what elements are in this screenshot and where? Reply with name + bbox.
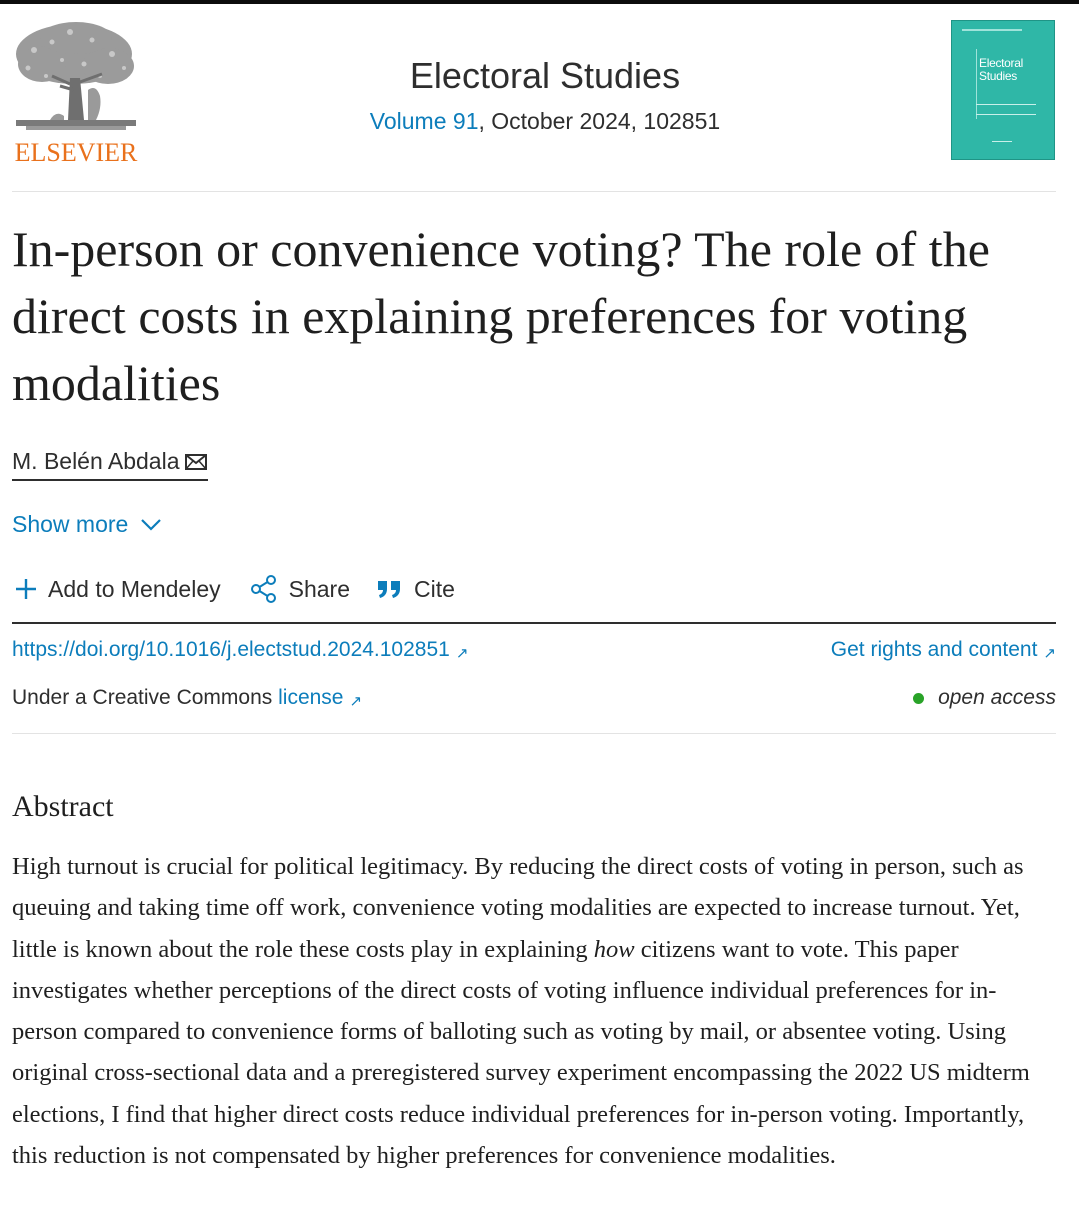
get-rights-link[interactable]: [831, 638, 1056, 662]
elsevier-logo[interactable]: [12, 20, 140, 165]
external-link-icon: ↗: [349, 693, 363, 710]
share-label: Share: [288, 575, 350, 602]
issue-info: [290, 106, 800, 136]
external-link-icon: ↗: [455, 645, 469, 662]
show-more-button[interactable]: [12, 511, 162, 538]
plus-icon: [14, 577, 38, 601]
cover-title: [979, 57, 1023, 83]
cover-rule: [976, 114, 1036, 115]
tree-logo-icon: [12, 20, 140, 135]
license-link[interactable]: [278, 686, 362, 709]
actions-divider: [12, 622, 1056, 624]
quote-icon: [376, 578, 404, 600]
top-edge: [0, 0, 1079, 4]
doi-row: [12, 638, 1056, 668]
open-access-label: open access: [938, 686, 1056, 709]
article-title: In-person or convenience voting? The role of the direct costs in explaining preferences for voting modalities: [12, 221, 990, 411]
license-statement: [12, 686, 362, 710]
mendeley-label: Add to Mendeley: [48, 575, 221, 602]
abstract-part: citizens want to vote. This paper investigates whether perceptions of the direct costs of voting influence individual preferences for in-person compared to convenience forms of balloting such as voting by mail, or absentee voting. Using original cross-sectional data and a preregistered survey experiment encompassing the 2022 US midterm elections, I find that higher direct costs reduce individual preferences for in-person voting. Importantly, this reduction is not compensated by higher preferences for convenience modalities.: [12, 935, 1030, 1170]
cover-rule: [976, 49, 977, 119]
cover-rule: [992, 141, 1012, 142]
envelope-icon: [184, 452, 208, 472]
share-button[interactable]: [249, 574, 350, 604]
license-divider: [12, 733, 1056, 734]
license-row: [12, 686, 1056, 716]
doi-text: https://doi.org/10.1016/j.electstud.2024.102851: [12, 638, 450, 661]
cover-rule: [962, 29, 1022, 31]
article-actions: [14, 574, 455, 604]
abstract-heading: Abstract: [12, 790, 114, 823]
abstract-text: [12, 846, 1060, 1176]
external-link-icon: ↗: [1043, 645, 1056, 662]
elsevier-wordmark: ELSEVIER: [14, 138, 138, 167]
open-access-badge: [913, 686, 1056, 710]
issue-details: , October 2024, 102851: [478, 108, 721, 134]
chevron-down-icon: [140, 518, 162, 532]
doi-link[interactable]: [12, 638, 468, 662]
cite-label: Cite: [414, 575, 455, 602]
author-link[interactable]: [12, 448, 208, 481]
header-divider: [12, 191, 1056, 192]
rights-text: Get rights and content: [830, 638, 1038, 661]
cover-rule: [976, 104, 1036, 105]
abstract-emphasis: how: [593, 935, 635, 963]
journal-title[interactable]: Electoral Studies: [409, 55, 681, 96]
cite-button[interactable]: [376, 576, 455, 603]
cover-title-line: Electoral: [979, 56, 1023, 70]
author-name: M. Belén Abdala: [12, 448, 180, 474]
share-icon: [249, 574, 279, 604]
volume-link[interactable]: Volume 91: [369, 108, 479, 134]
add-to-mendeley-button[interactable]: [14, 576, 221, 603]
license-prefix: Under a Creative Commons: [12, 686, 279, 709]
abstract-part: High turnout is crucial for political legitimacy. By reducing the direct costs of voting in person, such as queuing and taking time off work, convenience voting modalities are expected to increase turnout. Yet, little is known about the role these costs play in explaining: [12, 853, 1024, 963]
license-link-text: license: [278, 686, 344, 709]
show-more-label: Show more: [12, 511, 129, 537]
cover-title-line: Studies: [979, 69, 1017, 83]
journal-cover-thumbnail[interactable]: [951, 20, 1055, 160]
open-access-dot-icon: [913, 693, 924, 704]
